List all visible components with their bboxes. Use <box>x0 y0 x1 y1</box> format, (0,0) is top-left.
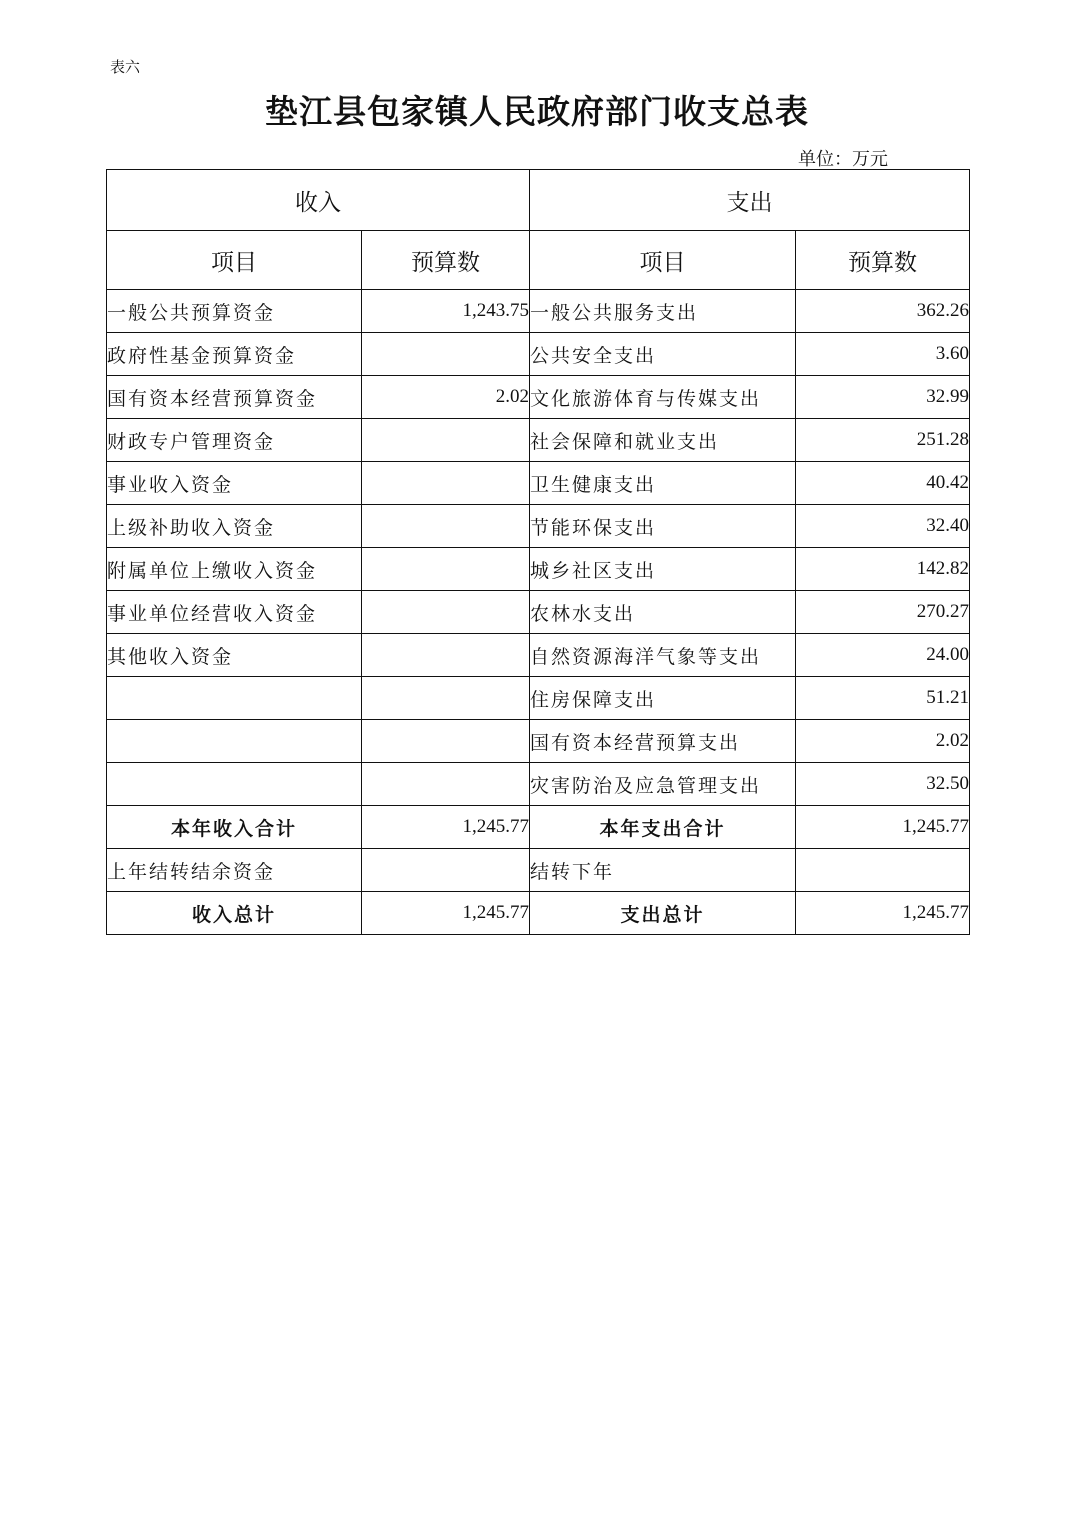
carryover-out-value <box>796 849 970 892</box>
expense-item: 节能环保支出 <box>530 505 796 548</box>
expense-item: 国有资本经营预算支出 <box>530 720 796 763</box>
income-value <box>362 548 530 591</box>
expense-value: 24.00 <box>796 634 970 677</box>
unit-label: 单位：万元 <box>798 149 888 170</box>
income-item: 一般公共预算资金 <box>107 290 362 333</box>
expense-item-header: 项目 <box>530 231 796 290</box>
income-item: 其他收入资金 <box>107 634 362 677</box>
expense-item: 农林水支出 <box>530 591 796 634</box>
table-row <box>107 720 970 763</box>
income-item <box>107 677 362 720</box>
income-item: 事业收入资金 <box>107 462 362 505</box>
expense-item: 文化旅游体育与传媒支出 <box>530 376 796 419</box>
year-expense-total-label: 本年支出合计 <box>530 806 796 849</box>
expense-item: 公共安全支出 <box>530 333 796 376</box>
income-value <box>362 634 530 677</box>
expense-value: 32.99 <box>796 376 970 419</box>
expense-value: 2.02 <box>796 720 970 763</box>
year-total-row <box>107 806 970 849</box>
income-item: 上级补助收入资金 <box>107 505 362 548</box>
income-grand-total-label: 收入总计 <box>107 892 362 935</box>
year-expense-total-value: 1,245.77 <box>796 806 970 849</box>
table-row <box>107 462 970 505</box>
table-row <box>107 634 970 677</box>
section-header-row <box>107 170 970 231</box>
income-item: 事业单位经营收入资金 <box>107 591 362 634</box>
expense-item: 一般公共服务支出 <box>530 290 796 333</box>
income-item: 政府性基金预算资金 <box>107 333 362 376</box>
expense-item: 灾害防治及应急管理支出 <box>530 763 796 806</box>
income-value <box>362 677 530 720</box>
expense-item: 城乡社区支出 <box>530 548 796 591</box>
carryover-in-value <box>362 849 530 892</box>
expense-header: 支出 <box>530 170 970 231</box>
year-income-total-value: 1,245.77 <box>362 806 530 849</box>
income-header: 收入 <box>107 170 530 231</box>
income-value <box>362 505 530 548</box>
table-row <box>107 376 970 419</box>
table-row <box>107 290 970 333</box>
table-row <box>107 677 970 720</box>
year-income-total-label: 本年收入合计 <box>107 806 362 849</box>
income-item: 国有资本经营预算资金 <box>107 376 362 419</box>
income-value <box>362 720 530 763</box>
expense-item: 社会保障和就业支出 <box>530 419 796 462</box>
table-row <box>107 505 970 548</box>
budget-table <box>106 169 970 935</box>
expense-value: 362.26 <box>796 290 970 333</box>
expense-value: 51.21 <box>796 677 970 720</box>
grand-total-row <box>107 892 970 935</box>
expense-item: 住房保障支出 <box>530 677 796 720</box>
table-row <box>107 763 970 806</box>
carryover-row <box>107 849 970 892</box>
table-row <box>107 419 970 462</box>
expense-item: 自然资源海洋气象等支出 <box>530 634 796 677</box>
income-value <box>362 462 530 505</box>
expense-value: 40.42 <box>796 462 970 505</box>
expense-item: 卫生健康支出 <box>530 462 796 505</box>
carryover-out-label: 结转下年 <box>530 849 796 892</box>
income-value: 2.02 <box>362 376 530 419</box>
table-row <box>107 333 970 376</box>
income-value <box>362 763 530 806</box>
income-item: 财政专户管理资金 <box>107 419 362 462</box>
table-row <box>107 591 970 634</box>
expense-value: 270.27 <box>796 591 970 634</box>
carryover-in-label: 上年结转结余资金 <box>107 849 362 892</box>
expense-value: 251.28 <box>796 419 970 462</box>
table-row <box>107 548 970 591</box>
expense-value: 3.60 <box>796 333 970 376</box>
income-item: 附属单位上缴收入资金 <box>107 548 362 591</box>
expense-grand-total-value: 1,245.77 <box>796 892 970 935</box>
income-grand-total-value: 1,245.77 <box>362 892 530 935</box>
income-value <box>362 333 530 376</box>
column-header-row <box>107 231 970 290</box>
expense-grand-total-label: 支出总计 <box>530 892 796 935</box>
table-id: 表六 <box>110 58 141 76</box>
expense-budget-header: 预算数 <box>796 231 970 290</box>
income-item-header: 项目 <box>107 231 362 290</box>
expense-value: 32.50 <box>796 763 970 806</box>
income-value <box>362 419 530 462</box>
expense-value: 142.82 <box>796 548 970 591</box>
page-title: 垫江县包家镇人民政府部门收支总表 <box>265 92 809 131</box>
income-item <box>107 763 362 806</box>
expense-value: 32.40 <box>796 505 970 548</box>
income-value <box>362 591 530 634</box>
income-item <box>107 720 362 763</box>
income-value: 1,243.75 <box>362 290 530 333</box>
income-budget-header: 预算数 <box>362 231 530 290</box>
